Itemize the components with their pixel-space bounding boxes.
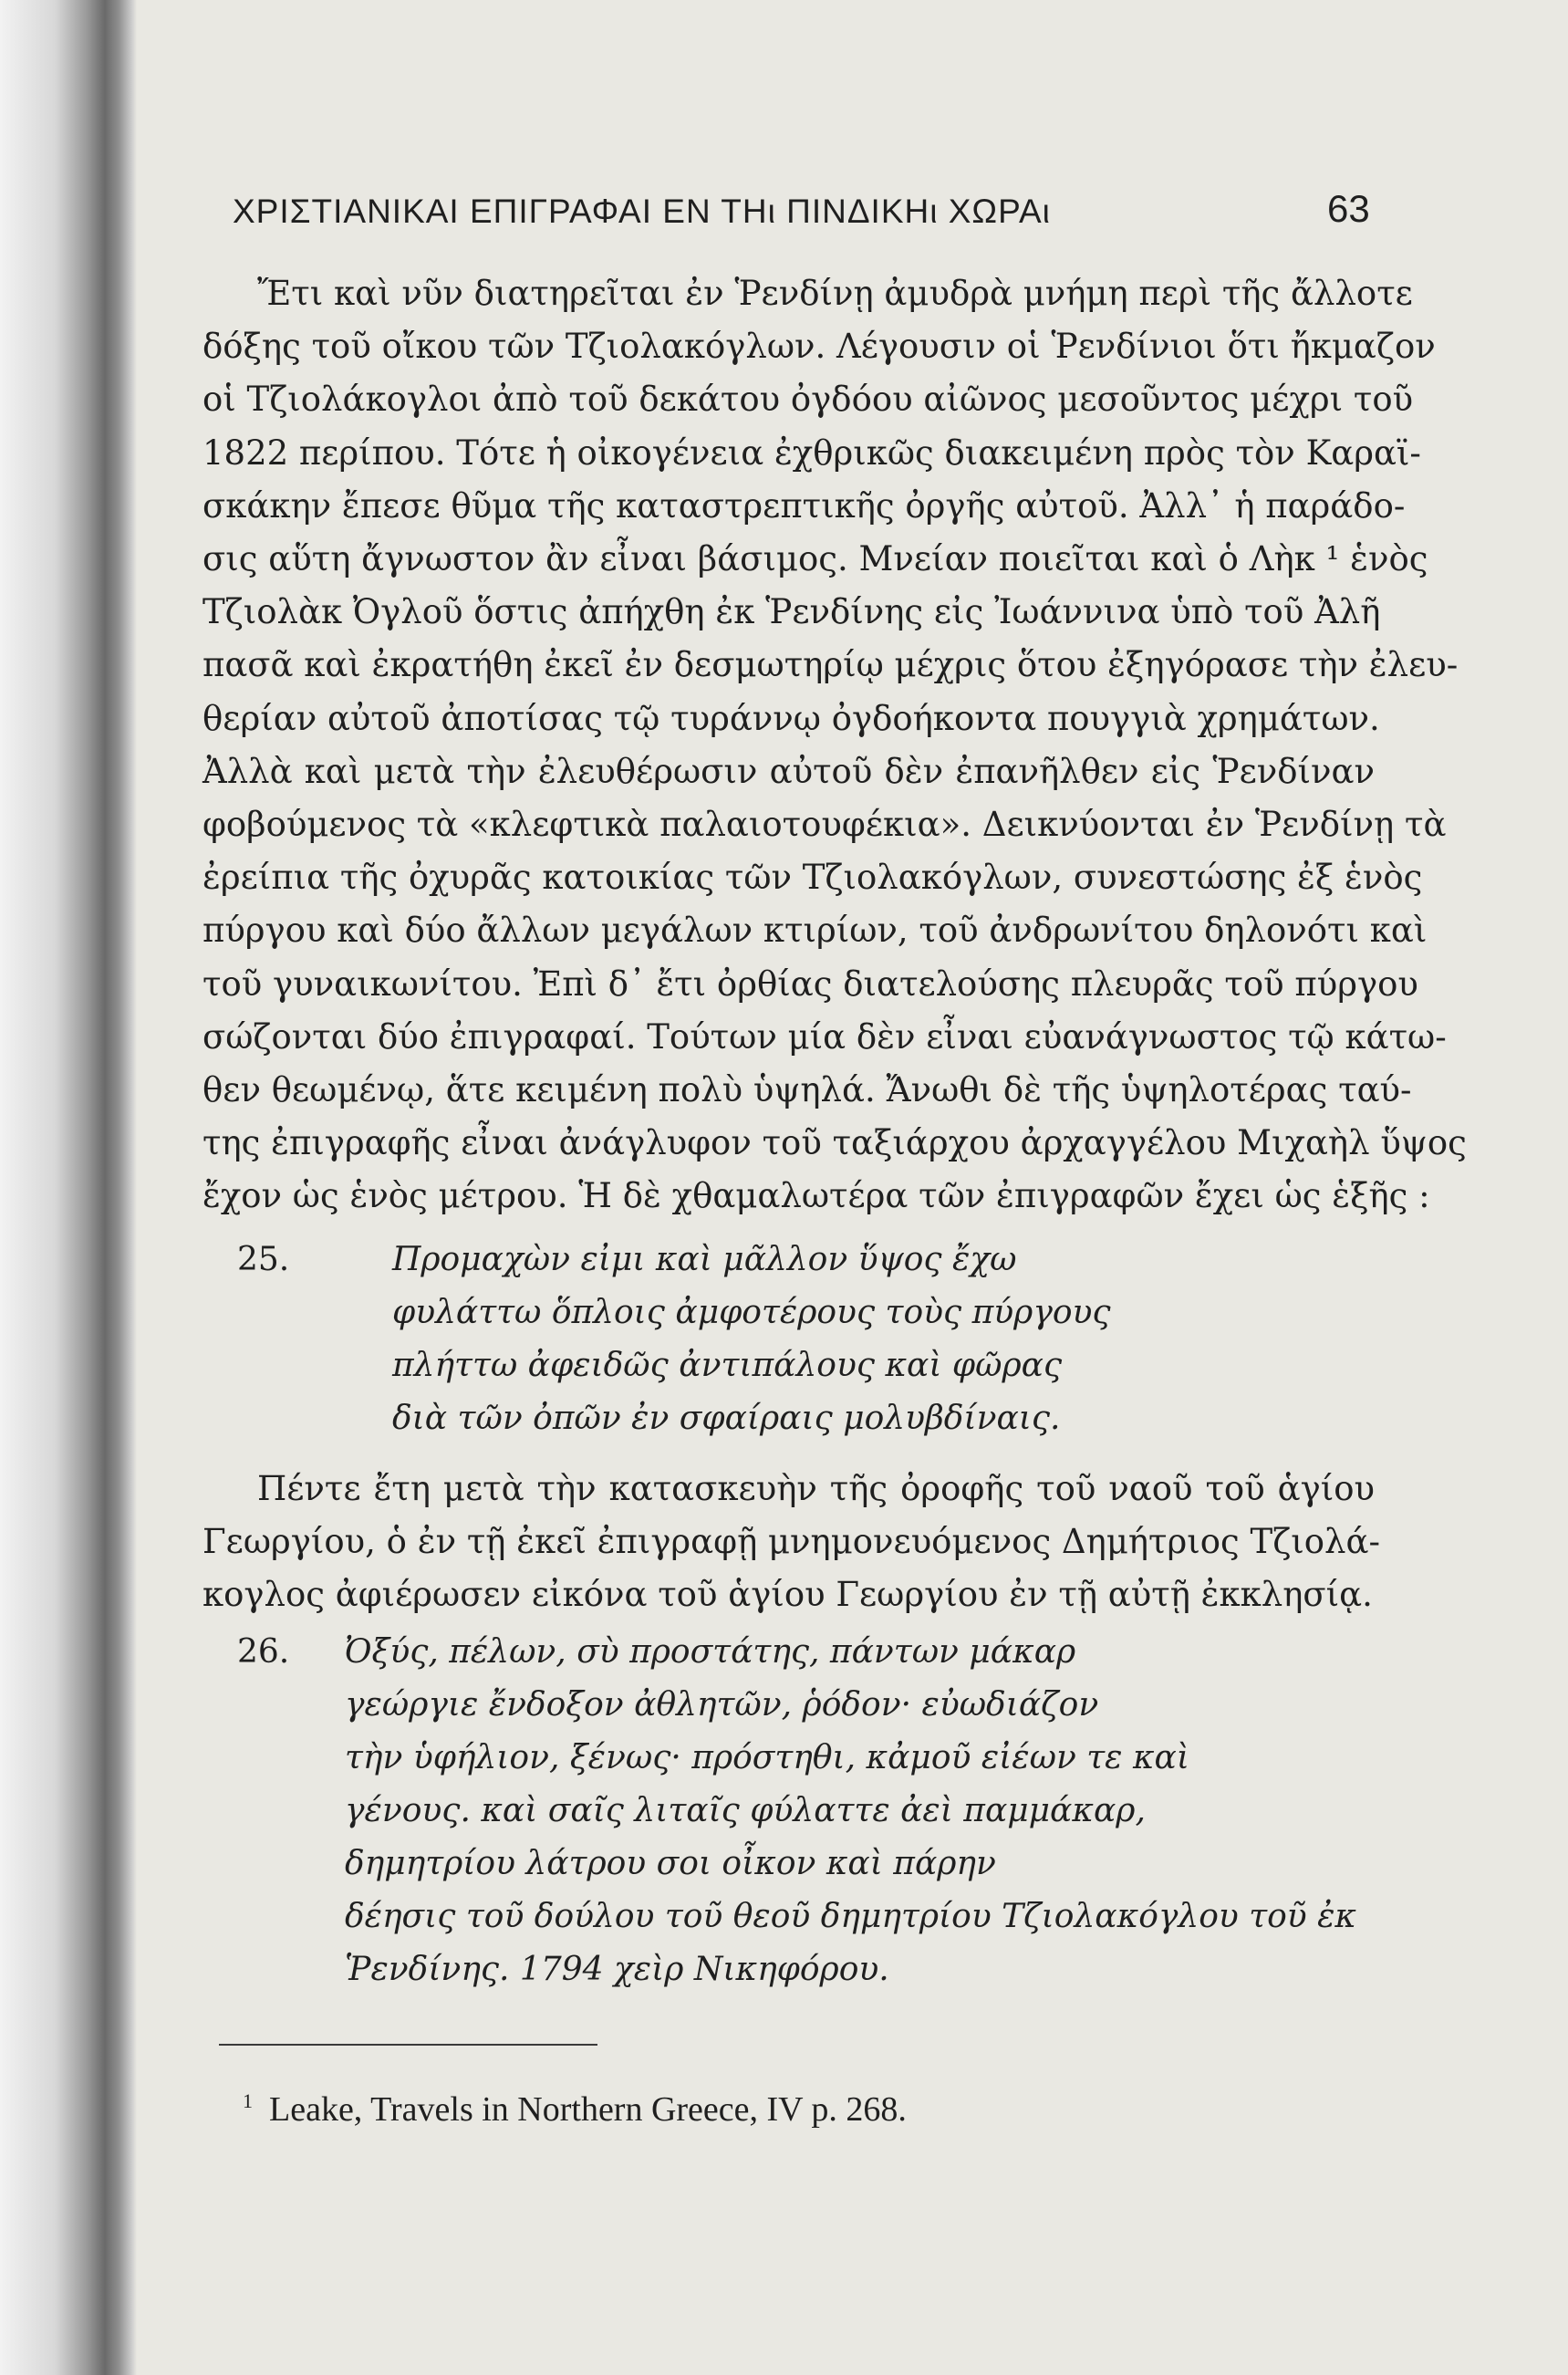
text-line: Τζιολὰκ Ὀγλοῦ ὅστις ἀπήχθη ἐκ Ῥενδίνης εἰς Ἰωάννινα ὑπὸ τοῦ Ἀλῆ	[202, 592, 1381, 632]
text-line: πασᾶ καὶ ἐκρατήθη ἐκεῖ ἐν δεσμωτηρίῳ μέχρις ὅτου ἐξηγόρασε τὴν ἐλευ-	[202, 645, 1459, 685]
inscription-text: πλήττω ἀφειδῶς ἀντιπάλους καὶ φῶρας	[392, 1347, 1063, 1384]
text-line: θερίαν αὐτοῦ ἀποτίσας τῷ τυράννῳ ὀγδοήκοντα πουγγιὰ χρημάτων.	[202, 698, 1380, 738]
text-line: οἱ Τζιολάκογλοι ἀπὸ τοῦ δεκάτου ὀγδόου αἰῶνος μεσοῦντος μέχρι τοῦ	[202, 380, 1414, 420]
text-line: Γεωργίου, ὁ ἐν τῇ ἐκεῖ ἐπιγραφῇ μνημονευόμενος Δημήτριος Τζιολά-	[202, 1522, 1380, 1562]
running-title: ΧΡΙΣΤΙΑΝΙΚΑΙ ΕΠΙΓΡΑΦΑΙ ΕΝ ΤΗι ΠΙΝΔΙΚΗι ΧΩΡΑι	[233, 193, 1051, 230]
text-line: φοβούμενος τὰ «κλεφτικὰ παλαιοτουφέκια». Δεικνύονται ἐν Ῥενδίνῃ τὰ	[202, 805, 1447, 845]
text-line: τοῦ γυναικωνίτου. Ἐπὶ δ᾽ ἔτι ὀρθίας διατελούσης πλευρᾶς τοῦ πύργου	[202, 964, 1418, 1004]
inscription-line	[237, 1943, 1377, 1996]
inscription-text: δημητρίου λάτρου σοι οἶκον καὶ πάρην	[345, 1845, 996, 1882]
inscription-line	[237, 1234, 1377, 1286]
footnote-marker: 1	[243, 2089, 253, 2113]
text-line: πύργου καὶ δύο ἄλλων μεγάλων κτιρίων, τοῦ ἀνδρωνίτου δηλονότι καὶ	[202, 911, 1428, 951]
inscription-text: διὰ τῶν ὀπῶν ἐν σφαίραις μολυβδίναις.	[392, 1400, 1061, 1437]
text-line: ἐρείπια τῆς ὀχυρᾶς κατοικίας τῶν Τζιολακόγλων, συνεστώσης ἐξ ἑνὸς	[202, 858, 1423, 898]
text-line: κογλος ἀφιέρωσεν εἰκόνα τοῦ ἁγίου Γεωργίου ἐν τῇ αὐτῇ ἐκκλησίᾳ.	[202, 1575, 1373, 1615]
text-line: θεν θεωμένῳ, ἅτε κειμένη πολὺ ὑψηλά. Ἄνωθι δὲ τῆς ὑψηλοτέρας ταύ-	[202, 1070, 1412, 1110]
text-line: Ἀλλὰ καὶ μετὰ τὴν ἐλευθέρωσιν αὐτοῦ δὲν ἐπανῆλθεν εἰς Ῥενδίναν	[202, 751, 1375, 791]
inscription-text: δέησις τοῦ δούλου τοῦ θεοῦ δημητρίου Τζιολακόγλου τοῦ ἐκ	[345, 1898, 1357, 1935]
inscription-number: 25.	[237, 1241, 290, 1278]
text-line: σώζονται δύο ἐπιγραφαί. Τούτων μία δὲν εἶναι εὐανάγνωστος τῷ κάτω-	[202, 1016, 1447, 1057]
inscription-25	[237, 1234, 1377, 1445]
inscription-line	[237, 1732, 1377, 1785]
inscription-line	[237, 1891, 1377, 1943]
inscription-text: Ῥενδίνης. 1794 χεὶρ Νικηφόρου.	[345, 1951, 889, 1988]
inscription-line	[237, 1626, 1377, 1679]
text-line: δόξης τοῦ οἴκου τῶν Τζιολακόγλων. Λέγουσιν οἱ Ῥενδίνιοι ὅτι ἤκμαζον	[202, 327, 1436, 367]
page-number: 63	[1327, 187, 1370, 230]
footnote	[243, 2089, 907, 2130]
inscription-line	[237, 1339, 1377, 1392]
text-line: Πέντε ἔτη μετὰ τὴν κατασκευὴν τῆς ὀροφῆς τοῦ ναοῦ τοῦ ἁγίου	[257, 1469, 1375, 1508]
inscription-line	[237, 1286, 1377, 1339]
inscription-26	[237, 1626, 1377, 1996]
footnote-text: Leake, Travels in Northern Greece, IV p. 268.	[269, 2090, 907, 2129]
inscription-line	[237, 1679, 1377, 1732]
text-line: σκάκην ἔπεσε θῦμα τῆς καταστρεπτικῆς ὀργῆς αὐτοῦ. Ἀλλ᾽ ἡ παράδο-	[202, 485, 1406, 526]
text-line: ἔχον ὡς ἑνὸς μέτρου. Ἡ δὲ χθαμαλωτέρα τῶν ἐπιγραφῶν ἔχει ὡς ἑξῆς :	[202, 1176, 1430, 1216]
inscription-text: φυλάττω ὅπλοις ἀμφοτέρους τοὺς πύργους	[392, 1294, 1111, 1331]
inscription-line	[237, 1785, 1377, 1838]
text-line: 1822 περίπου. Τότε ἡ οἰκογένεια ἐχθρικῶς διακειμένη πρὸς τὸν Καραϊ-	[202, 432, 1421, 473]
inscription-number: 26.	[237, 1633, 290, 1671]
inscription-text: τὴν ὑφήλιον, ξένως· πρόστηθι, κἀμοῦ εἰέων τε καὶ	[345, 1739, 1189, 1776]
inscription-text: γεώργιε ἔνδοξον ἀθλητῶν, ῥόδον· εὐωδιάζον	[345, 1686, 1099, 1724]
paragraph-2	[202, 1463, 1380, 1622]
inscription-line	[237, 1838, 1377, 1891]
inscription-line	[237, 1392, 1377, 1445]
inscription-text: Προμαχὼν εἰμι καὶ μᾶλλον ὕψος ἔχω	[392, 1241, 1017, 1278]
paragraph-1	[202, 267, 1467, 1224]
footnote-rule	[219, 2044, 597, 2046]
text-line: Ἔτι καὶ νῦν διατηρεῖται ἐν Ῥενδίνῃ ἀμυδρὰ μνήμη περὶ τῆς ἄλλοτε	[257, 274, 1413, 313]
text-line: της ἐπιγραφῆς εἶναι ἀνάγλυφον τοῦ ταξιάρχου ἀρχαγγέλου Μιχαὴλ ὕψος	[202, 1123, 1467, 1163]
text-line: σις αὕτη ἄγνωστον ἂν εἶναι βάσιμος. Μνείαν ποιεῖται καὶ ὁ Λὴκ ¹ ἑνὸς	[202, 539, 1428, 579]
inscription-text: γένους. καὶ σαῖς λιταῖς φύλαττε ἀεὶ παμμάκαρ,	[345, 1792, 1146, 1829]
page-header	[0, 187, 1568, 242]
inscription-text: Ὀξύς, πέλων, σὺ προστάτης, πάντων μάκαρ	[345, 1633, 1076, 1671]
